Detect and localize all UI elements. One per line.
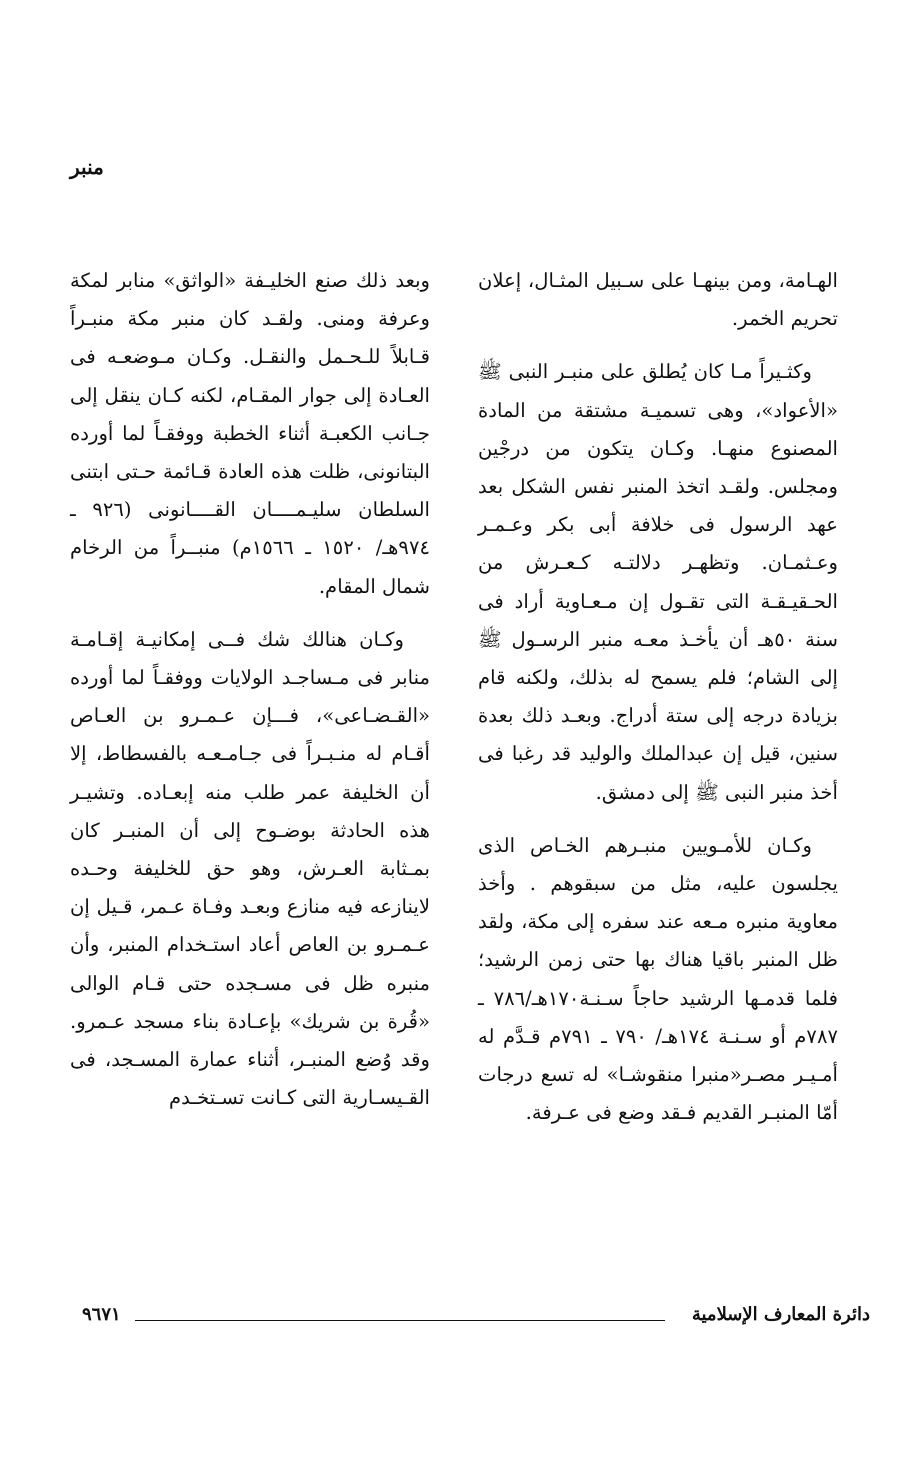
left-column (70, 262, 430, 1132)
publication-title: دائرة المعارف الإسلامية (691, 1304, 870, 1325)
paragraph: وكـان للأمـويين منبـرهم الخـاص الذى يجلسون عليه، مثل من سبقوهم . وأخذ معاوية منبره مـعه عند سفره إلى مكة، ولقد ظل المنبر باقيا هناك بها حتى زمن الرشيد؛ فلما قدمـها الرشيد حاجاً سـنـة١٧٠هـ/٧٨٦ ـ ٧٨٧م أو سـنـة ١٧٤هـ/ ٧٩٠ ـ ٧٩١م قـدَّم له أمـيـر مصـر«منبرا منقوشـا» له تسع درجات أمّا المنبـر القديم فـقد وضع فى عـرفة. (478, 833, 839, 1125)
paragraph: وكـان هنالك شك فــى إمكانيـة إقـامـة منابر فى مـساجـد الولايات ووفقـاً لما أورده «القـضـاعى»، فـــإن عـمـرو بن العـاص أقـام له منـبـراً فى جـامـعـه بالفسطاط، إلا أن الخليفة عمر طلب منه إبعـاده. وتشيـر هذه الحادثة بوضـوح إلى أن المنبـر كان بمـثابة العـرش، وهو حق للخليفة وحـده لاينازعه فيه منازع وبعـد وفـاة عـمر، قـيل إن عـمـرو بن العاص أعاد استـخدام المنبر، وأن منبره ظل فى مسـجده حتى قـام الوالى «قُرة بن شريك» بإعـادة بناء مسجد عـمرو. وقد وُضع المنبـر، أثناء عمارة المسـجد، فى القـيسـارية التى كـانت تسـتخـدم (70, 627, 430, 1110)
right-column (478, 262, 838, 1147)
running-head: منبر (70, 155, 104, 179)
paragraph: وبعد ذلك صنع الخليـفة «الواثق» منابر لمكة وعرفة ومنى. ولقـد كان منبر مكة منبـراً قـابلاً للـحـمل والنقـل. وكـان مـوضعـه فى العـادة إلى جوار المقـام، لكنه كـان ينقل إلى جـانب الكعبـة أثناء الخطبة ووفقـاً لما أورده البتانونى، ظلت هذه العادة قـائمة حـتى ابتنى السلطان سليـمــــان القــــانونى (٩٢٦ ـ ٩٧٤هـ/ ١٥٢٠ ـ ١٥٦٦م) منبــراً من الرخام شمال المقام. (70, 269, 430, 598)
paragraph: وكثـيراً مـا كان يُطلق على منبـر النبى ﷺ «الأعواد»، وهى تسميـة مشتقة من المادة المصنوع منهـا. وكـان يتكون من درجْين ومجلس. ولقـد اتخذ المنبر نفس الشكل بعد عهد الرسول فى خلافة أبى بكر وعـمـر وعـثمـان. وتظهـر دلالتـه كـعـرش من الحـقيـقـة التى تقـول إن مـعـاوية أراد فى سنة ٥٠هـ أن يأخـذ معـه منبر الرسـول ﷺ إلى الشام؛ فلم يسمح له بذلك، ولكنه قام بزيادة درجه إلى ستة أدراج. وبعـد ذلك بعدة سنين، قيل إن عبدالملك والوليد قد رغبا فى أخذ منبر النبى ﷺ إلى دمشق. (478, 360, 838, 804)
paragraph: الهـامة، ومن بينهـا على سـبيل المثـال، إعلان تحريم الخمر. (478, 269, 838, 331)
page-footer (70, 1304, 870, 1334)
footer-divider (135, 1320, 665, 1321)
page-number: ٩٦٧١ (82, 1304, 121, 1325)
